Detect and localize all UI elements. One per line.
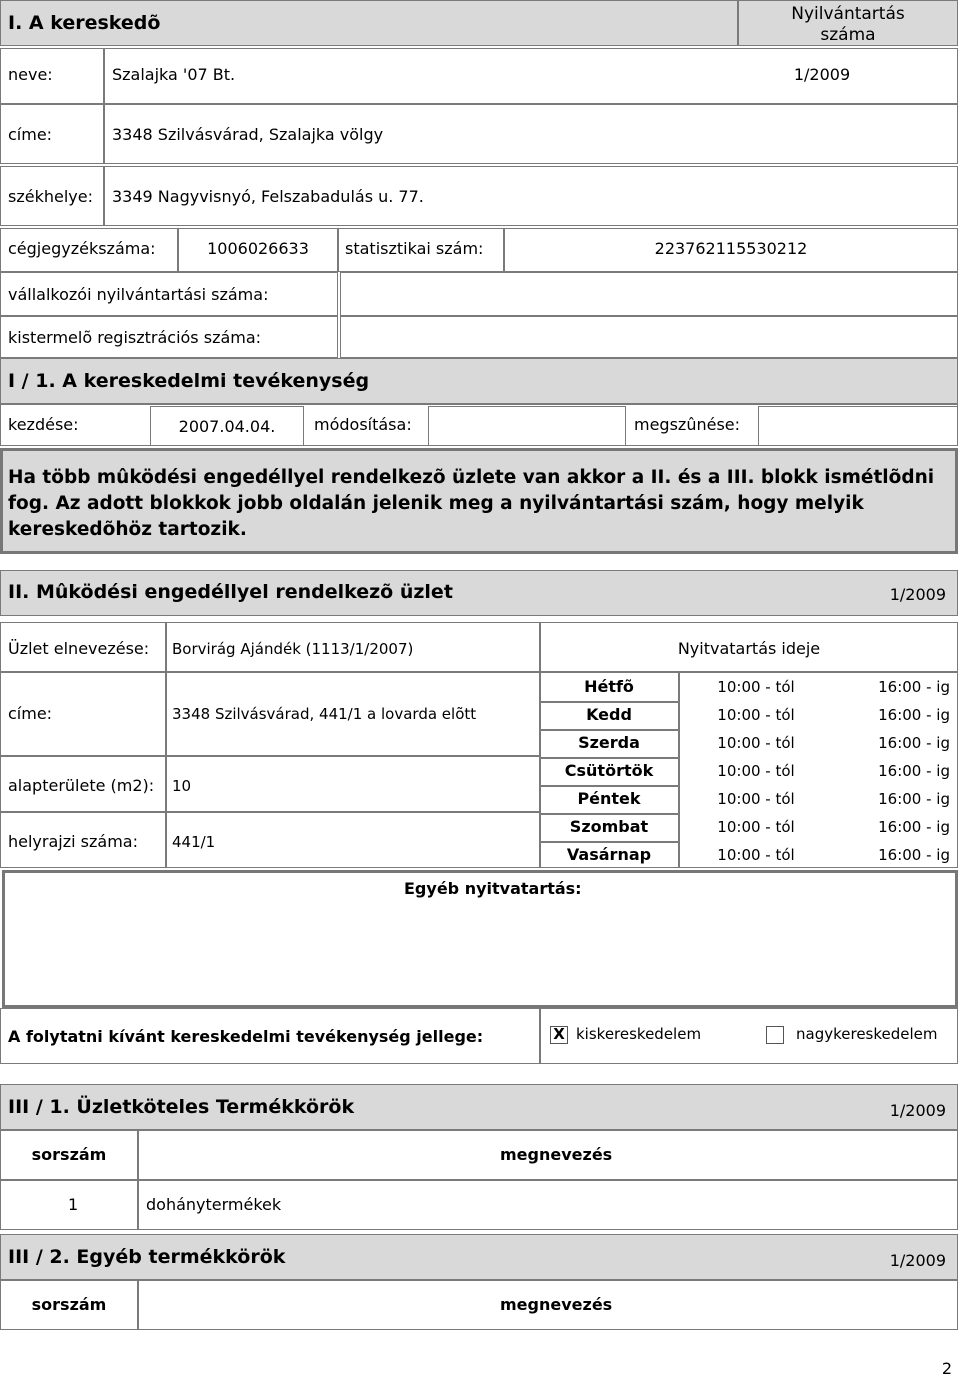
products-title: III / 1. Üzletköteles Termékkörök	[8, 1096, 355, 1118]
retail-checkbox[interactable]: X	[550, 1026, 568, 1044]
hours-row-divider	[540, 729, 678, 731]
hours-day: Kedd	[586, 705, 632, 724]
shop-address-value: 3348 Szilvásvárad, 441/1 a lovarda elõtt	[172, 705, 477, 723]
end-value-cell	[758, 406, 958, 446]
retail-label: kiskereskedelem	[576, 1025, 702, 1043]
stat-label: statisztikai szám:	[345, 239, 484, 258]
hours-from: 10:00 - tól	[717, 818, 795, 836]
trader-seat: 3349 Nagyvisnyó, Felszabadulás u. 77.	[112, 187, 424, 206]
products-col-num: sorszám	[31, 1145, 107, 1164]
trader-name: Szalajka '07 Bt.	[112, 65, 236, 84]
hours-row-divider	[540, 757, 678, 759]
hours-from: 10:00 - tól	[717, 846, 795, 864]
end-label: megszûnése:	[634, 415, 741, 434]
notice-line-2: fog. Az adott blokkok jobb oldalán jelenik meg a nyilvántartási szám, hogy melyik	[8, 493, 864, 514]
other-products-title: III / 2. Egyéb termékkörök	[8, 1246, 286, 1268]
hours-from: 10:00 - tól	[717, 762, 795, 780]
hours-from: 10:00 - tól	[717, 706, 795, 724]
hours-title: Nyitvatartás ideje	[677, 639, 821, 658]
products-row-num: 1	[68, 1195, 79, 1214]
wholesale-label: nagykereskedelem	[796, 1025, 938, 1043]
products-reg-number: 1/2009	[889, 1101, 946, 1120]
hours-day: Hétfõ	[584, 677, 634, 696]
company-reg-value: 1006026633	[207, 239, 309, 258]
other-products-col-name: megnevezés	[500, 1295, 613, 1314]
nature-label: A folytatni kívánt kereskedelmi tevékenység jellege:	[8, 1027, 484, 1046]
start-label: kezdése:	[8, 415, 79, 434]
entrepreneur-label: vállalkozói nyilvántartási száma:	[8, 285, 269, 304]
shop-address-label: címe:	[8, 704, 53, 723]
hours-to: 16:00 - ig	[878, 734, 950, 752]
area-value-cell	[166, 756, 540, 812]
hours-day: Szerda	[578, 733, 640, 752]
hours-to: 16:00 - ig	[878, 762, 950, 780]
hours-day: Szombat	[569, 817, 649, 836]
hours-from: 10:00 - tól	[717, 790, 795, 808]
area-label: alapterülete (m2):	[8, 776, 155, 795]
shop-name-label: Üzlet elnevezése:	[8, 639, 150, 658]
hours-day: Péntek	[577, 789, 641, 808]
trader-reg-number: 1/2009	[793, 65, 851, 84]
activity-title: I / 1. A kereskedelmi tevékenység	[8, 370, 370, 392]
entrepreneur-value-cell	[340, 272, 958, 316]
other-products-col-num: sorszám	[31, 1295, 107, 1314]
reg-label-1: Nyilvántartás	[791, 4, 905, 24]
notice-line-3: kereskedõhöz tartozik.	[8, 519, 247, 540]
section-i-title: I. A kereskedõ	[8, 12, 161, 34]
hours-to: 16:00 - ig	[878, 846, 950, 864]
wholesale-checkbox[interactable]	[766, 1026, 784, 1044]
shop-title: II. Mûködési engedéllyel rendelkezõ üzlet	[8, 581, 453, 603]
company-reg-label: cégjegyzékszáma:	[8, 239, 156, 258]
hours-row-divider	[540, 701, 678, 703]
trader-address: 3348 Szilvásvárad, Szalajka völgy	[112, 125, 384, 144]
hours-day: Csütörtök	[564, 761, 654, 780]
modification-label: módosítása:	[314, 415, 412, 434]
address-label: címe:	[8, 125, 53, 144]
hours-row-divider	[540, 813, 678, 815]
stat-value: 223762115530212	[654, 239, 808, 258]
hours-to: 16:00 - ig	[878, 818, 950, 836]
other-products-reg-number: 1/2009	[889, 1251, 946, 1270]
hours-to: 16:00 - ig	[878, 790, 950, 808]
hours-to: 16:00 - ig	[878, 706, 950, 724]
other-hours-label: Egyéb nyitvatartás:	[404, 879, 582, 898]
seat-label: székhelye:	[8, 187, 93, 206]
hours-day: Vasárnap	[566, 845, 652, 864]
shop-name-value: Borvirág Ajándék (1113/1/2007)	[172, 640, 414, 658]
start-value: 2007.04.04.	[178, 417, 276, 436]
parcel-value-cell	[166, 812, 540, 868]
name-label: neve:	[8, 65, 53, 84]
parcel-label: helyrajzi száma:	[8, 832, 138, 851]
products-row-name: dohánytermékek	[146, 1195, 282, 1214]
producer-value-cell	[340, 316, 958, 358]
producer-label: kistermelõ regisztrációs száma:	[8, 328, 262, 347]
products-col-name: megnevezés	[500, 1145, 613, 1164]
parcel-value: 441/1	[172, 833, 216, 851]
hours-divider	[678, 672, 680, 868]
hours-row-divider	[540, 841, 678, 843]
modification-value-cell	[428, 406, 626, 446]
notice-line-1: Ha több mûködési engedéllyel rendelkezõ üzlete van akkor a II. és a III. blokk ismétlõdni	[8, 467, 935, 488]
area-value: 10	[172, 777, 192, 795]
page-number: 2	[941, 1359, 952, 1377]
hours-from: 10:00 - tól	[717, 734, 795, 752]
shop-reg-number: 1/2009	[889, 585, 946, 604]
reg-label-2: száma	[820, 25, 876, 45]
hours-row-divider	[540, 785, 678, 787]
hours-to: 16:00 - ig	[878, 678, 950, 696]
hours-from: 10:00 - tól	[717, 678, 795, 696]
